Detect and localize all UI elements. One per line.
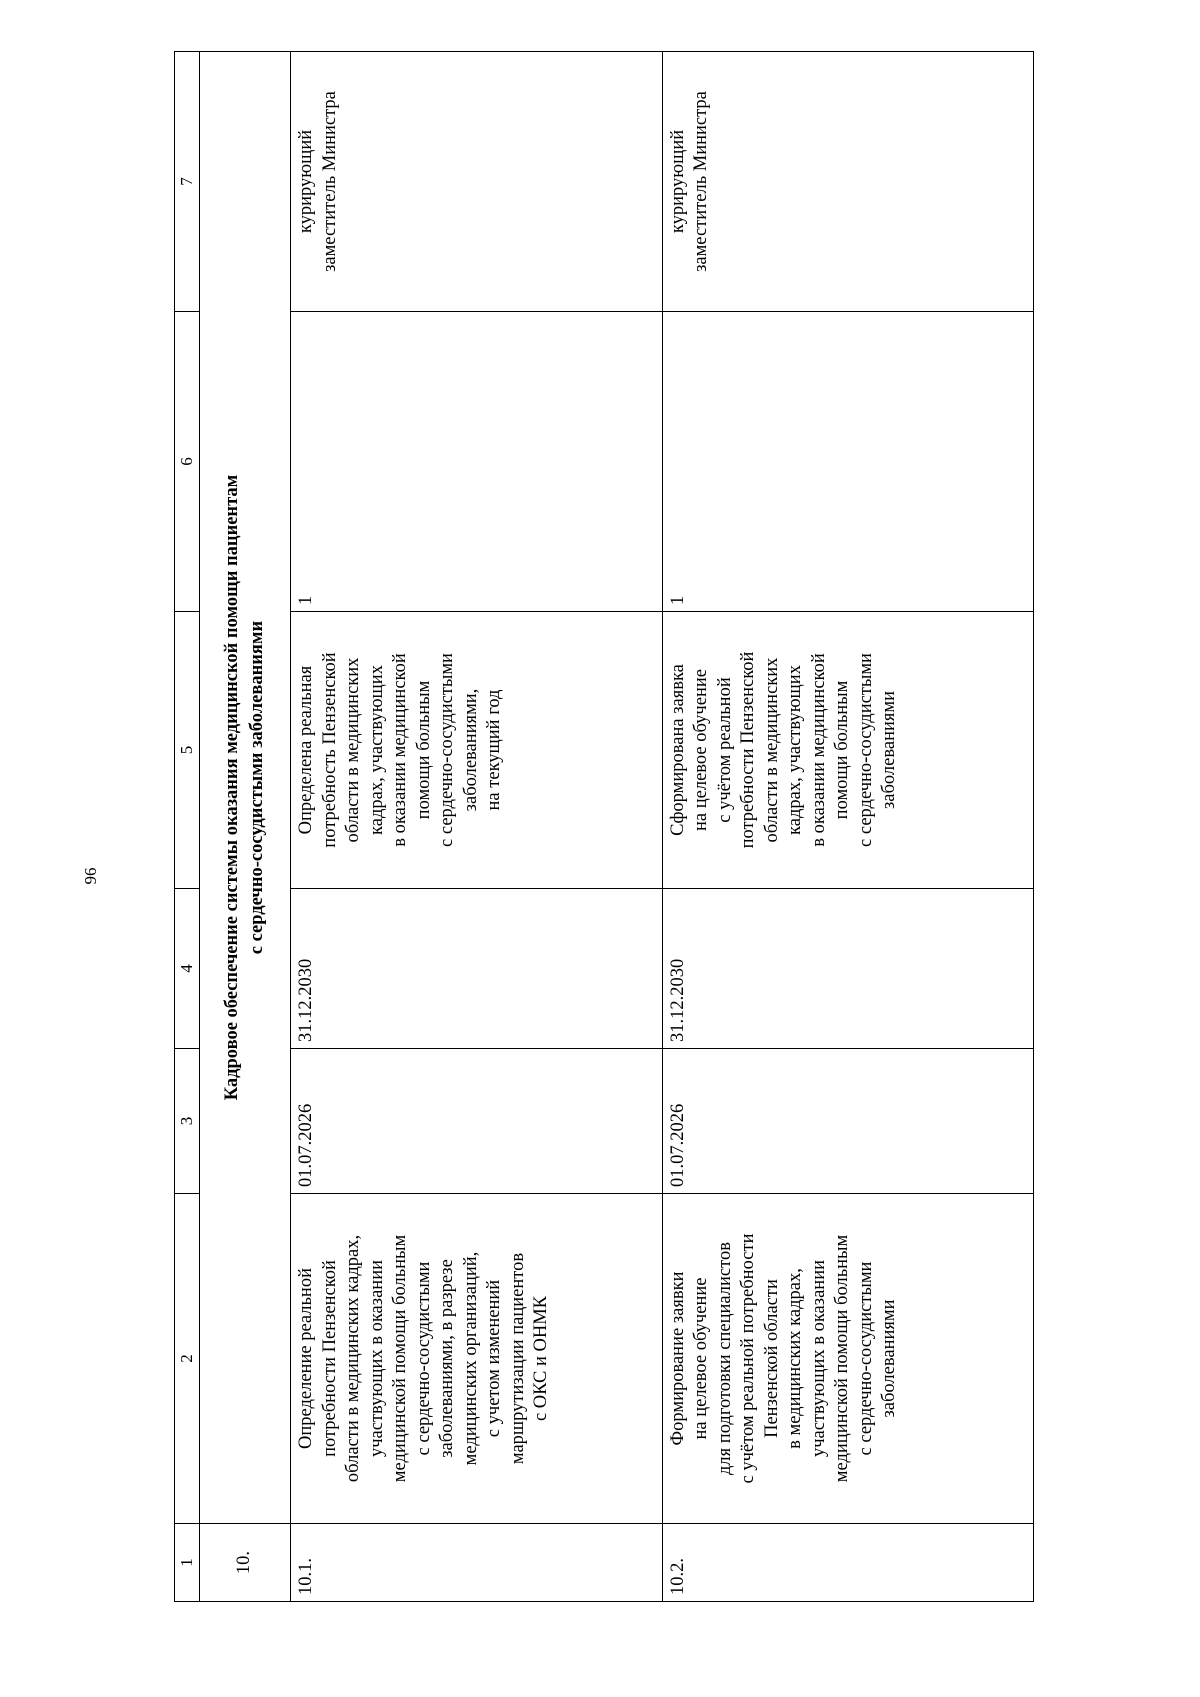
result-line: области в медицинских	[343, 657, 364, 843]
result-line: на текущий год	[484, 689, 505, 811]
result-line: с сердечно-сосудистыми	[855, 653, 876, 847]
measure-line: потребности Пензенской	[319, 1260, 340, 1457]
measure-line: медицинских организаций,	[460, 1251, 481, 1466]
responsible-line: курирующий	[296, 129, 317, 234]
column-number-row	[175, 52, 200, 1602]
result-line: потребность Пензенской	[319, 652, 340, 848]
result-line: помощи больным	[413, 680, 434, 820]
measure-line: в медицинских кадрах,	[785, 1268, 806, 1449]
result-line: заболеваниями	[879, 691, 900, 810]
result-line: с учётом реальной	[714, 677, 735, 823]
section-title-line: с сердечно-сосудистыми заболеваниями	[247, 620, 268, 955]
rotated-table-container	[174, 52, 1034, 1602]
responsible-cell	[662, 52, 1033, 312]
section-title-line: Кадровое обеспечение системы оказания медицинской помощи пациентам	[222, 474, 243, 1101]
start-date: 01.07.2026	[291, 1049, 662, 1194]
value-cell: 1	[291, 312, 662, 612]
responsible-line: заместитель Министра	[319, 91, 340, 272]
measure-line: медицинской помощи больным	[390, 1234, 411, 1483]
measure-line: участвующих в оказании	[366, 1260, 387, 1458]
plan-table	[174, 51, 1034, 1602]
column-number: 1	[175, 1524, 200, 1602]
section-title	[199, 52, 290, 1524]
column-number: 6	[175, 312, 200, 612]
measure-line: медицинской помощи больным	[832, 1234, 853, 1483]
result-line: потребности Пензенской	[738, 651, 759, 849]
measure-cell	[291, 1194, 662, 1524]
section-number: 10.	[199, 1524, 290, 1602]
result-line: на целевое обучение	[691, 669, 712, 831]
result-line: в оказании медицинской	[808, 653, 829, 847]
table-row	[291, 52, 662, 1602]
section-row	[199, 52, 290, 1602]
result-line: Определена реальная	[296, 665, 317, 835]
measure-line: с ОКС и ОНМК	[531, 1295, 552, 1422]
result-line: заболеваниями,	[460, 688, 481, 812]
end-date: 31.12.2030	[662, 889, 1033, 1049]
responsible-line: курирующий	[667, 129, 688, 234]
measure-line: Пензенской области	[761, 1279, 782, 1438]
result-line: помощи больным	[832, 680, 853, 820]
measure-line: Определение реальной	[296, 1268, 317, 1449]
result-line: кадрах, участвующих	[785, 665, 806, 835]
result-line: области в медицинских	[761, 657, 782, 843]
measure-cell	[662, 1194, 1033, 1524]
start-date: 01.07.2026	[662, 1049, 1033, 1194]
end-date: 31.12.2030	[291, 889, 662, 1049]
result-line: кадрах, участвующих	[366, 665, 387, 835]
column-number: 7	[175, 52, 200, 312]
measure-line: Формирование заявки	[667, 1271, 688, 1446]
measure-line: с учетом изменений	[484, 1279, 505, 1438]
measure-line: заболеваниями	[879, 1299, 900, 1418]
measure-line: с сердечно-сосудистыми	[413, 1261, 434, 1456]
column-number: 5	[175, 612, 200, 889]
result-cell	[291, 612, 662, 889]
result-cell	[662, 612, 1033, 889]
row-number: 10.1.	[291, 1524, 662, 1602]
responsible-cell	[291, 52, 662, 312]
row-number: 10.2.	[662, 1524, 1033, 1602]
responsible-line: заместитель Министра	[691, 91, 712, 272]
measure-line: для подготовки специалистов	[714, 1242, 735, 1475]
table-row	[662, 52, 1033, 1602]
measure-line: участвующих в оказании	[808, 1260, 829, 1458]
measure-line: области в медицинских кадрах,	[343, 1234, 364, 1483]
measure-line: маршрутизации пациентов	[507, 1252, 528, 1465]
measure-line: на целевое обучение	[691, 1277, 712, 1440]
result-line: с сердечно-сосудистыми	[437, 653, 458, 847]
result-line: Сформирована заявка	[667, 664, 688, 836]
column-number: 2	[175, 1194, 200, 1524]
measure-line: с сердечно-сосудистыми	[855, 1261, 876, 1456]
measure-line: заболеваниями, в разрезе	[437, 1259, 458, 1458]
column-number: 3	[175, 1049, 200, 1194]
result-line: в оказании медицинской	[390, 653, 411, 847]
value-cell: 1	[662, 312, 1033, 612]
column-number: 4	[175, 889, 200, 1049]
page-number: 96	[81, 867, 100, 885]
measure-line: с учётом реальной потребности	[738, 1233, 759, 1484]
